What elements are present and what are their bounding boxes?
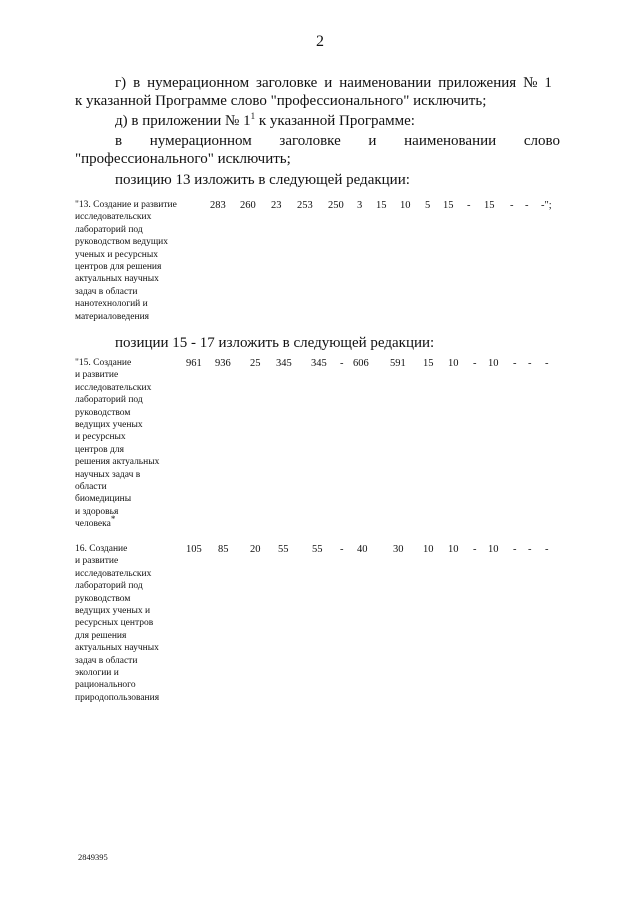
row-16-value: 105	[186, 544, 202, 555]
row-16-label-line: 16. Создание	[75, 544, 128, 554]
row-16-value: 40	[357, 544, 368, 555]
row-15-label	[75, 357, 159, 531]
row-15-value: -	[528, 358, 532, 369]
row-13-label-line: лабораторий под	[75, 224, 143, 235]
row-16-label-line: экологии и	[75, 668, 119, 679]
row-13-value: -";	[541, 200, 552, 211]
row-15-label-line	[75, 514, 159, 530]
paragraph-v-word: и	[368, 133, 377, 149]
paragraph-v-line-2: "профессионального" исключить;	[75, 151, 291, 167]
paragraph-g	[75, 74, 560, 110]
row-15-label-line: биомедицины	[75, 494, 132, 505]
row-13-label-line: актуальных научных	[75, 274, 159, 285]
row-15-value: -	[513, 358, 517, 369]
row-15-label-line: научных задач в	[75, 469, 141, 480]
row-15-value: 15	[423, 358, 434, 369]
row-16-label-line: для решения	[75, 630, 127, 641]
row-15-value: -	[340, 358, 344, 369]
paragraph-g-line-1	[75, 74, 560, 92]
row-13-label-line: исследовательских	[75, 212, 152, 223]
position-13-intro: позицию 13 изложить в следующей редакции:	[115, 172, 410, 188]
row-16-value: 20	[250, 544, 261, 555]
row-16-value: -	[340, 544, 344, 555]
row-13-value: -	[467, 200, 471, 211]
row-16-value: 10	[488, 544, 499, 555]
row-15-label-line: области	[75, 482, 107, 493]
positions-15-17-intro: позиции 15 - 17 изложить в следующей редакции:	[115, 335, 435, 351]
paragraph-d	[75, 112, 600, 130]
row-16-label-line: ведущих ученых и	[75, 606, 151, 617]
row-16-value: 10	[423, 544, 434, 555]
row-13-value: 3	[357, 200, 363, 211]
paragraph-v-word: слово	[523, 133, 560, 149]
row-15-value: 606	[353, 358, 369, 369]
row-16-label-line: руководством	[75, 593, 131, 604]
row-16-value: -	[513, 544, 517, 555]
row-16-label-line: и развитие	[75, 556, 119, 567]
row-15-label-line-text: человека	[75, 519, 111, 530]
row-15-label-line: решения актуальных	[75, 457, 160, 468]
row-13-value: 15	[484, 200, 495, 211]
paragraph-g-line-1-text: г) в нумерационном заголовке и наименовании приложения № 1	[115, 75, 552, 91]
row-15-value: 936	[215, 358, 231, 369]
paragraph-v-word: нумерационном	[149, 133, 252, 149]
row-13-label-line: центров для решения	[75, 262, 162, 273]
paragraph-v-word: заголовке	[279, 133, 341, 149]
row-15-label-line: ведущих ученых	[75, 420, 143, 431]
row-15-label-line: "15. Создание	[75, 358, 132, 368]
row-13-label-line: нанотехнологий и	[75, 299, 148, 310]
row-13-value: 23	[271, 200, 282, 211]
row-16-label-line: рационального	[75, 680, 136, 691]
row-15-value: -	[545, 358, 549, 369]
row-13-value: 10	[400, 200, 411, 211]
row-16-label	[75, 543, 159, 704]
row-15-label-line: и развитие	[75, 370, 119, 381]
row-15-label-line: и ресурсных	[75, 432, 126, 443]
row-13-label-line: руководством ведущих	[75, 237, 168, 248]
row-13-label	[75, 199, 177, 323]
row-13-value: -	[525, 200, 529, 211]
paragraph-d-text-after: к указанной Программе:	[255, 113, 415, 129]
row-15-label-line: исследовательских	[75, 382, 152, 393]
row-16-value: 10	[448, 544, 459, 555]
row-16-label-line: природопользования	[75, 692, 160, 703]
paragraph-g-line-2: к указанной Программе слово "профессионального" исключить;	[75, 93, 487, 109]
row-16-value: -	[528, 544, 532, 555]
row-13-value: 283	[210, 200, 226, 211]
row-15-value: 25	[250, 358, 261, 369]
row-16-value: 55	[312, 544, 323, 555]
row-15-value: 10	[448, 358, 459, 369]
row-16-label-line: актуальных научных	[75, 643, 159, 654]
row-16-value: -	[545, 544, 549, 555]
row-16-label-line: задач в области	[75, 655, 138, 666]
row-16-value: 55	[278, 544, 289, 555]
row-15-value: 345	[276, 358, 292, 369]
row-15-label-line: руководством	[75, 407, 131, 418]
row-15-value: 345	[311, 358, 327, 369]
row-13-value: -	[510, 200, 514, 211]
row-16-value: 85	[218, 544, 229, 555]
row-13-value: 15	[443, 200, 454, 211]
row-16-label-line: исследовательских	[75, 568, 152, 579]
document-code: 2849395	[78, 852, 108, 862]
row-13-value: 5	[425, 200, 431, 211]
row-15-value: -	[473, 358, 477, 369]
footnote-asterisk: *	[110, 514, 116, 525]
row-13-value: 253	[297, 200, 313, 211]
paragraph-v-word: наименовании	[404, 133, 497, 149]
paragraph-v-line-1	[75, 132, 560, 150]
row-15-value: 591	[390, 358, 406, 369]
row-13-label-line: задач в области	[75, 286, 138, 297]
row-13-label-line: "13. Создание и развитие	[75, 200, 177, 210]
paragraph-d-text: д) в приложении № 1	[115, 113, 251, 129]
row-15-label-line: и здоровья	[75, 506, 119, 517]
row-13-value: 15	[376, 200, 387, 211]
paragraph-v-word: в	[115, 133, 123, 149]
page-number: 2	[316, 33, 324, 50]
row-13-value: 250	[328, 200, 344, 211]
paragraph-d-superscript: 1	[250, 111, 256, 121]
row-15-value: 961	[186, 358, 202, 369]
row-16-label-line: лабораторий под	[75, 581, 143, 592]
row-16-value: 30	[393, 544, 404, 555]
row-16-value: -	[473, 544, 477, 555]
paragraph-v	[75, 132, 560, 168]
row-13-label-line: материаловедения	[75, 311, 150, 322]
row-15-value: 10	[488, 358, 499, 369]
row-13-value: 260	[240, 200, 256, 211]
row-13-label-line: ученых и ресурсных	[75, 249, 159, 260]
row-15-label-line: центров для	[75, 444, 124, 455]
row-16-label-line: ресурсных центров	[75, 618, 154, 629]
row-15-label-line: лабораторий под	[75, 395, 143, 406]
